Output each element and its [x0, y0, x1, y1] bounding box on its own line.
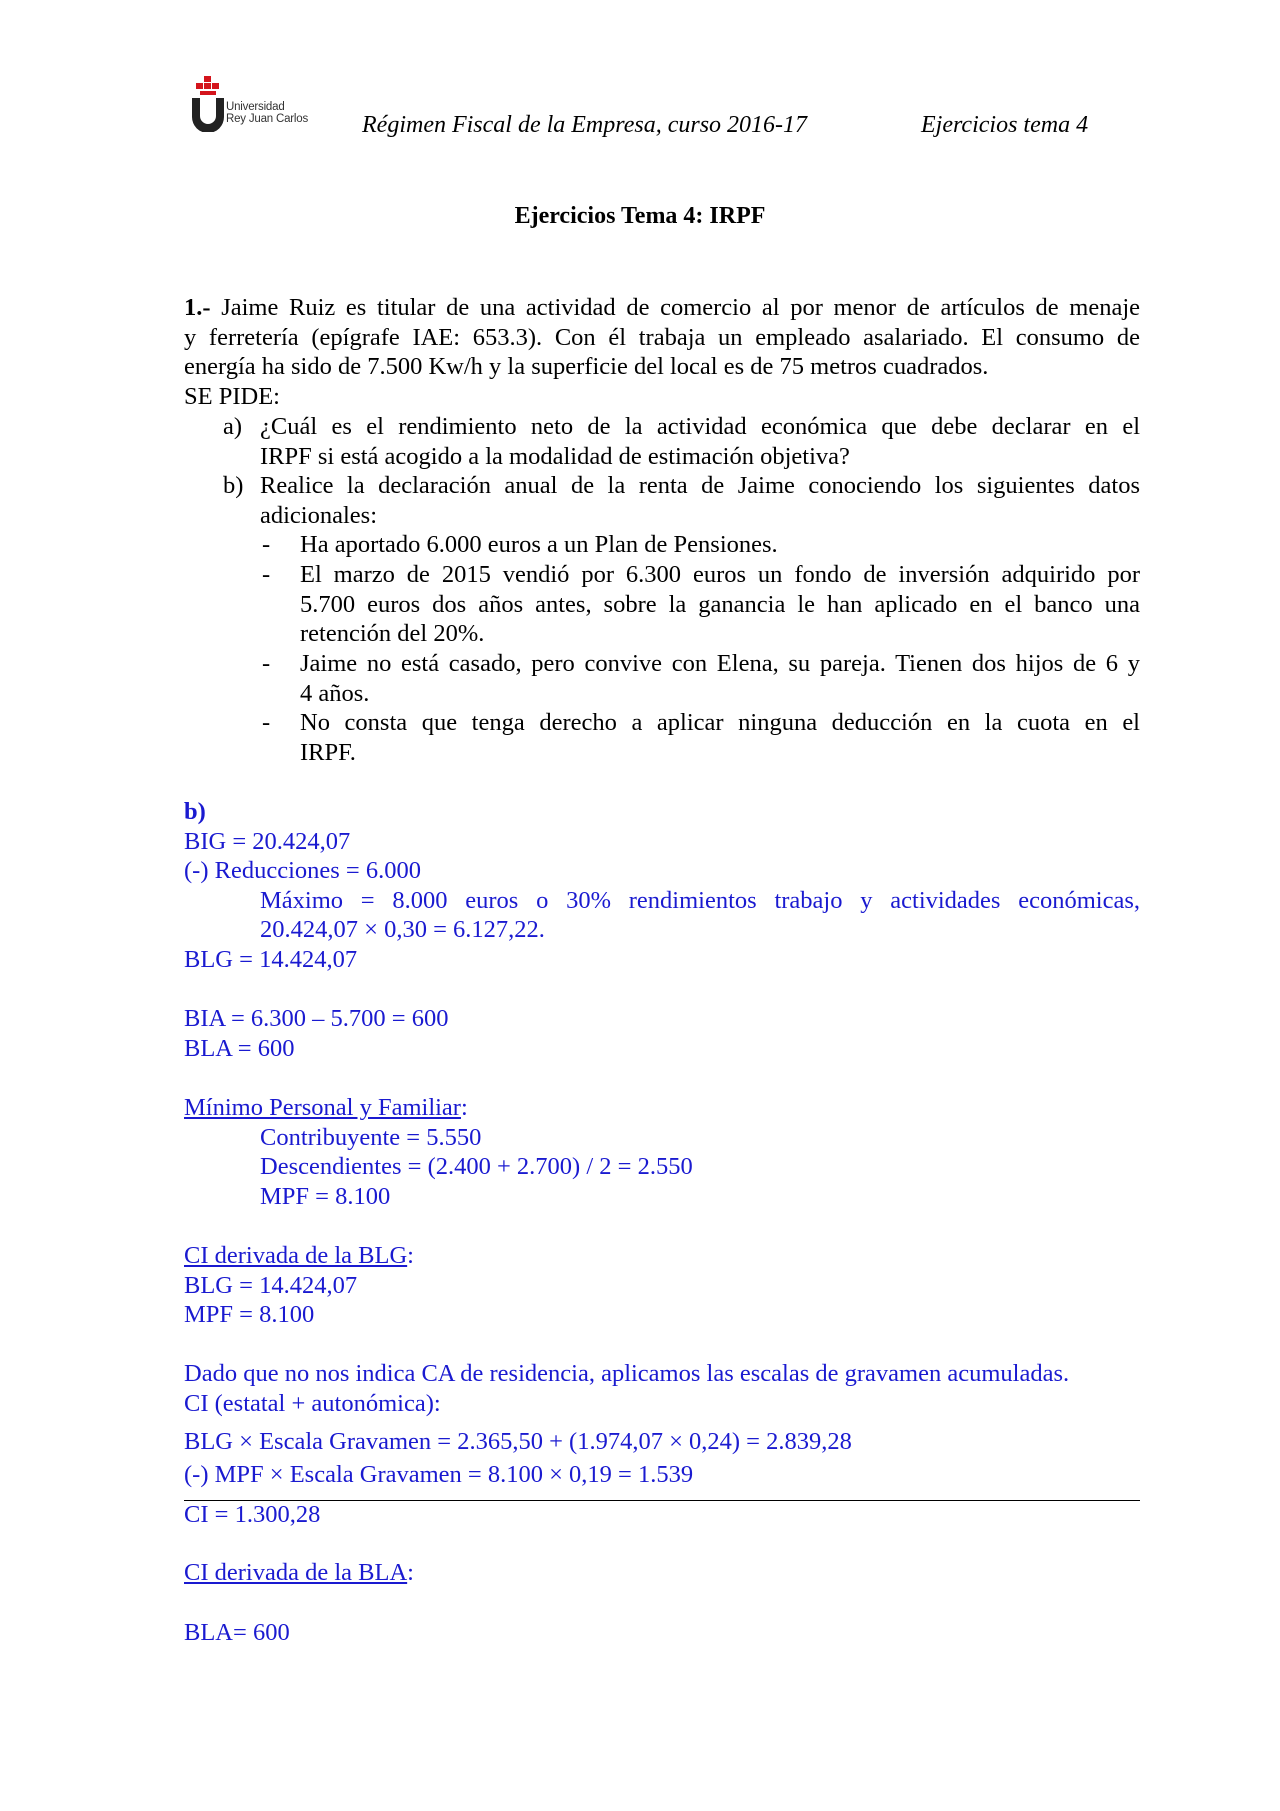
mpf-line: MPF = 8.100 [260, 1182, 391, 1210]
page-title: Ejercicios Tema 4: IRPF [514, 203, 766, 229]
data-item-2: El marzo de 2015 vendió por 6.300 euros un fondo de inversión adquirido por 5.700 euros dos años antes, sobre la ganancia le han aplicado en el banco una retención del 20%. [300, 561, 1140, 648]
calc-line-1: BLG × Escala Gravamen = 2.365,50 + (1.974,07 × 0,24) = 2.839,28 [184, 1428, 852, 1455]
data-item-1: Ha aportado 6.000 euros a un Plan de Pensiones. [300, 531, 778, 558]
blg-line: BLG = 14.424,07 [184, 945, 358, 973]
ci-bla-heading: CI derivada de la BLA: [184, 1559, 414, 1586]
calc-line-2: (-) MPF × Escala Gravamen = 8.100 × 0,19 = 1.539 [184, 1461, 694, 1488]
bia-line: BIA = 6.300 – 5.700 = 600 [184, 1005, 449, 1033]
reducciones-line: (-) Reducciones = 6.000 [184, 857, 421, 885]
crown-u-icon [190, 76, 226, 132]
intro-line-2: y ferretería (epígrafe IAE: 653.3). Con él trabaja un empleado asalariado. El consumo de [184, 323, 1140, 351]
se-pide-label: SE PIDE: [184, 382, 280, 410]
note-line: Dado que no nos indica CA de residencia, aplicamos las escalas de gravamen acumuladas. [184, 1360, 1070, 1388]
question-a-marker: a) [223, 413, 243, 440]
dash-marker-1: - [262, 531, 271, 558]
dash-marker-2: - [262, 561, 271, 588]
data-item-4: No consta que tenga derecho a aplicar ninguna deducción en la cuota en el IRPF. [300, 709, 1140, 766]
dash-marker-3: - [262, 650, 271, 677]
mpf-heading: Mínimo Personal y Familiar: [184, 1093, 468, 1121]
sum-rule [184, 1500, 1140, 1501]
section-title: Ejercicios tema 4 [921, 112, 1089, 138]
question-b-marker: b) [223, 472, 244, 499]
question-b: Realice la declaración anual de la renta de Jaime conociendo los siguientes datos adicionales: [260, 472, 1140, 529]
ci-calculation [184, 1425, 1140, 1491]
question-a: ¿Cuál es el rendimiento neto de la actividad económica que debe declarar en el IRPF si está acogido a la modalidad de estimación objetiva? [260, 413, 1140, 470]
ci-blg-blg-line: BLG = 14.424,07 [184, 1271, 358, 1299]
logo-text-line1: Universidad [226, 101, 285, 113]
bla-final-line: BLA= 600 [184, 1619, 290, 1646]
exercise-number: 1.- [184, 294, 211, 321]
ci-type-line: CI (estatal + autonómica): [184, 1389, 441, 1417]
data-item-3: Jaime no está casado, pero convive con Elena, su pareja. Tienen dos hijos de 6 y 4 años. [300, 650, 1140, 707]
exercise-statement [184, 293, 1140, 411]
mpf-details [184, 1123, 1140, 1212]
contribuyente-line: Contribuyente = 5.550 [260, 1123, 482, 1151]
course-title: Régimen Fiscal de la Empresa, curso 2016-17 [362, 112, 808, 138]
bla-line: BLA = 600 [184, 1034, 295, 1062]
solution-heading: b) [184, 798, 206, 825]
ci-blg-mpf-line: MPF = 8.100 [184, 1301, 315, 1329]
big-line: BIG = 20.424,07 [184, 827, 351, 855]
logo-text-line2: Rey Juan Carlos [226, 113, 309, 125]
maximo-note: Máximo = 8.000 euros o 30% rendimientos trabajo y actividades económicas, 20.424,07 × 0,30 = 6.127,22. [260, 886, 1140, 944]
solution-block [184, 797, 1140, 1418]
intro-line-1: 1.- Jaime Ruiz es titular de una actividad de comercio al por menor de artículos de menaje [184, 294, 1141, 321]
intro-line-3: energía ha sido de 7.500 Kw/h y la superficie del local es de 75 metros cuadrados. [184, 353, 989, 381]
ci-blg-heading: CI derivada de la BLG: [184, 1241, 414, 1269]
logo-text [226, 101, 308, 125]
descendientes-line: Descendientes = (2.400 + 2.700) / 2 = 2.550 [260, 1153, 693, 1181]
university-logo [190, 76, 320, 136]
dash-marker-4: - [262, 709, 271, 736]
ci-result-line: CI = 1.300,28 [184, 1501, 321, 1528]
